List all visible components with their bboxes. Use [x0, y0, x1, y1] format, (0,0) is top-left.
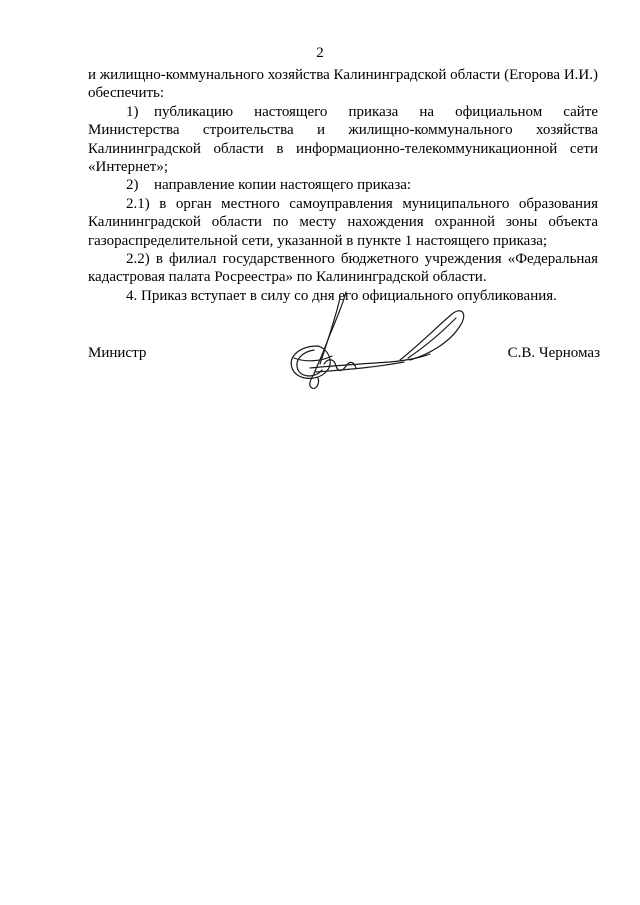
- paragraph-item-2-1: 2.1) в орган местного самоуправления муниципального образования Калининградской области по месту нахождения охранной зоны объекта газораспределительной сети, указанной в пункте 1 настоящего приказа;: [88, 195, 598, 249]
- paragraph-item-2: [88, 176, 598, 194]
- item-2-number: 2): [126, 177, 139, 194]
- paragraph-item-1: [88, 103, 598, 177]
- item-1-text: публикацию настоящего приказа на официальном сайте Министерства строительства и жилищно-коммунального хозяйства Калининградской области в информационно-телекоммуникационной сети «Интернет»;: [88, 103, 598, 176]
- document-body: [88, 66, 598, 305]
- paragraph-intro: и жилищно-коммунального хозяйства Калининградской области (Егорова И.И.) обеспечить:: [88, 67, 598, 102]
- signatory-name: С.В. Черномаз: [507, 345, 600, 361]
- item-1-number: 1): [126, 103, 139, 120]
- paragraph-item-2-2: 2.2) в филиал государственного бюджетного учреждения «Федеральная кадастровая палата Росреестра» по Калининградской области.: [88, 251, 598, 286]
- signatory-role: Министр: [88, 345, 147, 361]
- handwritten-signature: [280, 288, 470, 398]
- paragraph-item-4: 4. Приказ вступает в силу со дня его официального опубликования.: [126, 287, 557, 304]
- item-2-text: направление копии настоящего приказа:: [154, 177, 412, 194]
- page-number: 2: [316, 45, 324, 61]
